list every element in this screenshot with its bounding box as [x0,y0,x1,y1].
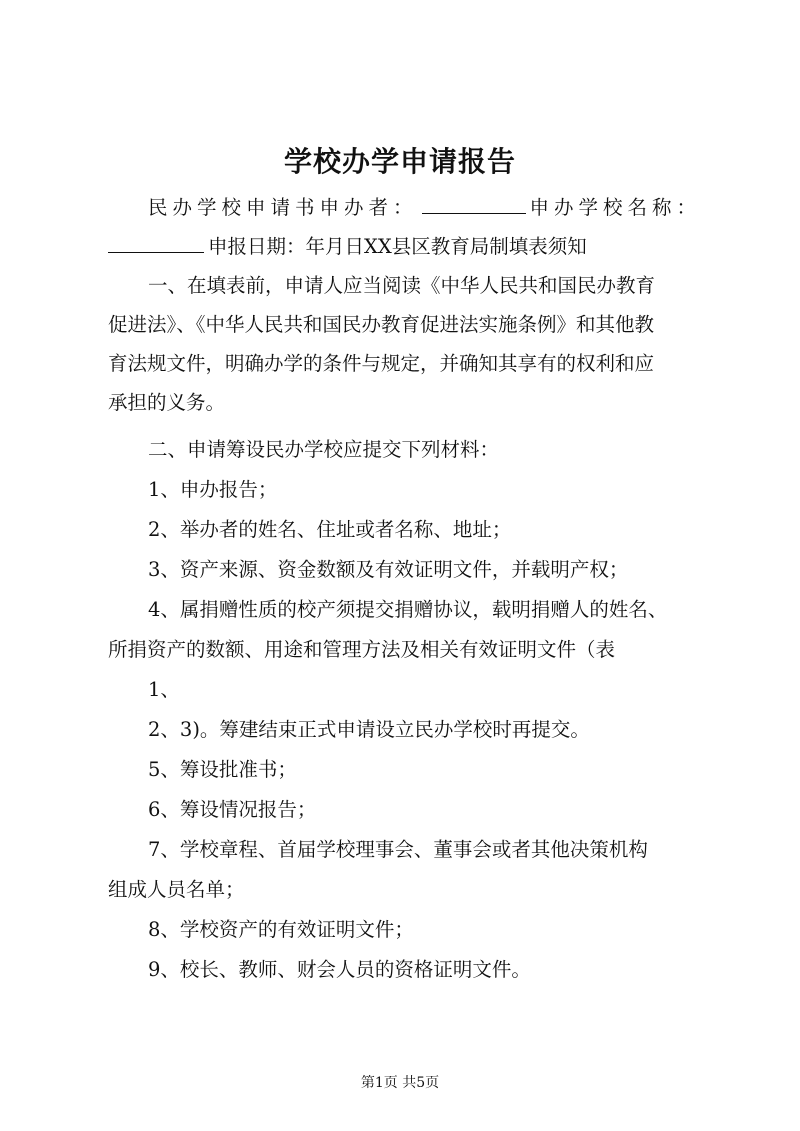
list-item: 9、校长、教师、财会人员的资格证明文件。 [148,958,531,981]
paragraph-line: 承担的义务。 [108,391,226,414]
document-title: 学校办学申请报告 [283,145,516,178]
list-item: 2、3)。筹建结束正式申请设立民办学校时再提交。 [148,718,590,741]
list-item: 5、筹设批准书； [148,758,297,781]
list-item: 2、举办者的姓名、住址或者名称、地址； [148,518,512,541]
list-item: 1、申办报告； [148,478,278,501]
paragraph-line: 组成人员名单； [108,878,245,901]
list-item: 7、学校章程、首届学校理事会、董事会或者其他决策机构 [148,838,648,861]
paragraph-line: 一、在填表前，申请人应当阅读《中华人民共和国民办教育 [148,274,656,297]
paragraph-line: 所捐资产的数额、用途和管理方法及相关有效证明文件（表 [108,638,616,661]
paragraph-line: 促进法》、《中华人民共和国民办教育促进法实施条例》和其他教 [108,313,655,336]
applicant-label: 民办学校申请书申办者： [148,196,418,219]
applicant-blank [422,195,526,214]
list-item: 6、筹设情况报告； [148,798,317,821]
list-item: 4、属捐赠性质的校产须提交捐赠协议，载明捐赠人的姓名、 [148,598,668,621]
date-line: 申报日期：年月日XX县区教育局制填表须知 [208,235,587,258]
list-item: 1、 [148,678,180,701]
paragraph-line: 二、申请筹设民办学校应提交下列材料： [148,438,500,461]
page-footer: 第1页 共5页 [360,1075,440,1091]
list-item: 3、资产来源、资金数额及有效证明文件，并载明产权； [148,558,629,581]
header-line-2 [108,233,587,261]
paragraph-line: 育法规文件，明确办学的条件与规定，并确知其享有的权利和应 [108,352,655,375]
school-name-label: 申办学校名称： [529,196,702,219]
list-item: 8、学校资产的有效证明文件； [148,918,414,941]
header-line-1 [148,194,701,222]
school-name-blank [108,234,204,253]
